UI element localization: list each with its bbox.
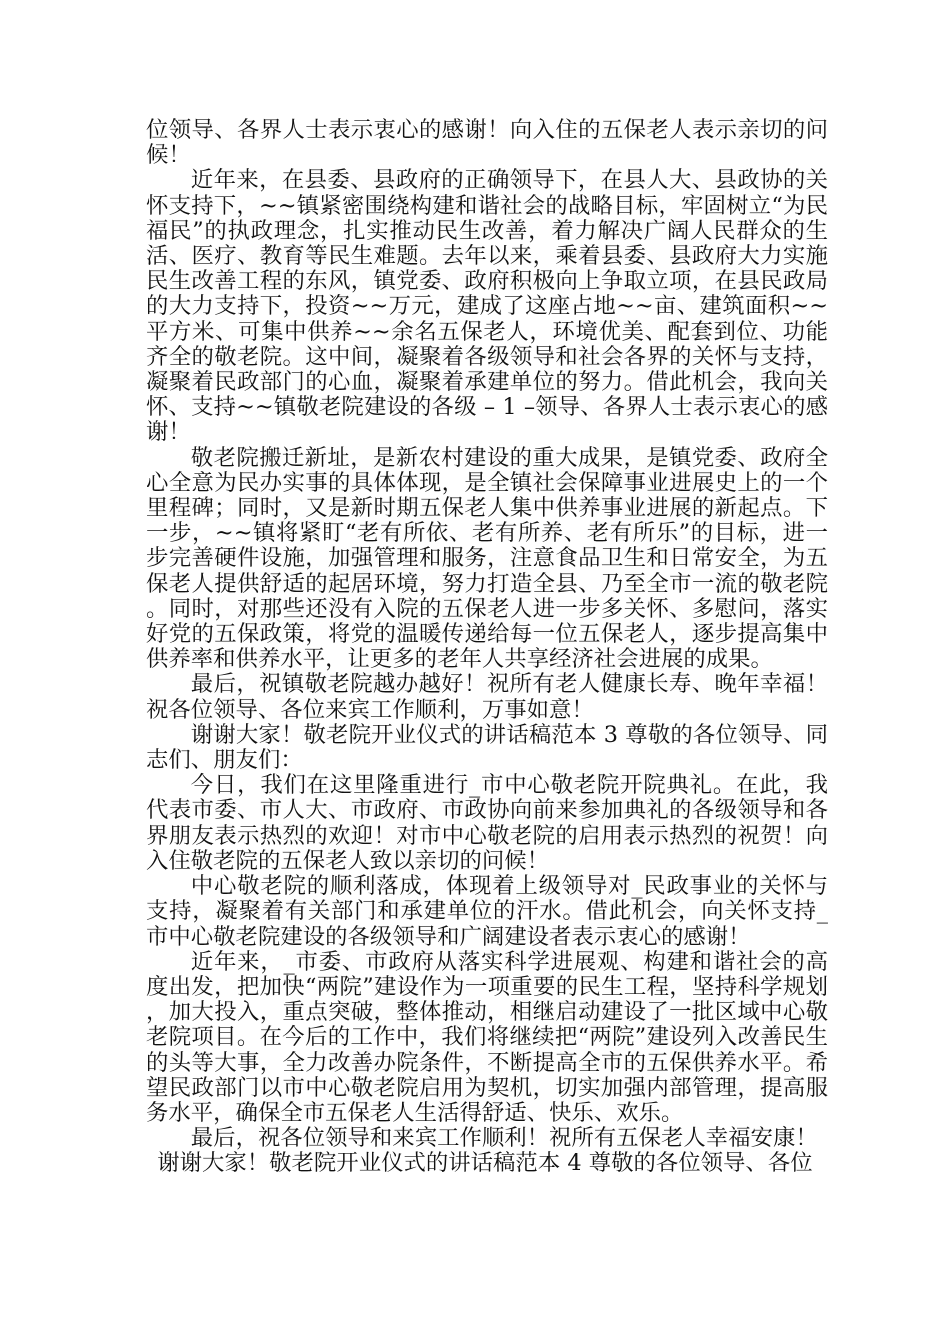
body-text xyxy=(146,118,828,1177)
paragraph-5: 谢谢大家！敬老院开业仪式的讲话稿范本 3 尊敬的各位领导、同志们、朋友们： xyxy=(146,721,828,774)
paragraph-9: 最后，祝各位领导和来宾工作顺利！祝所有五保老人幸福安康！ xyxy=(190,1125,818,1152)
paragraph-3: 敬老院搬迁新址，是新农村建设的重大成果，是镇党委、政府全心全意为民办实事的具体体现，是全镇社会保障事业进展史上的一个里程碑；同时，又是新时期五保老人集中供养事业进展的新起点。下一步，~~镇将紧盯“老有所依、老有所养、老有所乐”的目标，进一步完善硬件设施，加强管理和服务，注意食品卫生和日常安全，为五保老人提供舒适的起居环境，努力打造全县、乃至全市一流的敬老院。同时，对那些还没有入院的五保老人进一步多关怀、多慰问，落实好党的五保政策，将党的温暖传递给每一位五保老人，逐步提高集中供养率和供养水平，让更多的老年人共享经济社会进展的成果。 xyxy=(146,444,828,673)
paragraph-6: 今日，我们在这里隆重进行_市中心敬老院开院典礼。在此，我代表市委、市人大、市政府、市政协向前来参加典礼的各级领导和各界朋友表示热烈的欢迎！对市中心敬老院的启用表示热烈的祝贺！向入住敬老院的五保老人致以亲切的问候！ xyxy=(146,772,828,874)
paragraph-10: 谢谢大家！敬老院开业仪式的讲话稿范本 4 尊敬的各位领导、各位 xyxy=(157,1150,813,1177)
paragraph-2: 近年来，在县委、县政府的正确领导下，在县人大、县政协的关怀支持下，~~镇紧密围绕构建和谐社会的战略目标，牢固树立“为民福民”的执政理念，扎实推动民生改善，着力解决广阔人民群众的生活、医疗、教育等民生难题。去年以来，乘着县委、县政府大力实施民生改善工程的东风，镇党委、政府积极向上争取立项，在县民政局的大力支持下，投资~~万元，建成了这座占地~~亩、建筑面积~~平方米、可集中供养~~余名五保老人，环境优美、配套到位、功能齐全的敬老院。这中间，凝聚着各级领导和社会各界的关怀与支持，凝聚着民政部门的心血，凝聚着承建单位的努力。借此机会，我向关怀、支持~~镇敬老院建设的各级 – 1 –领导、各界人士表示衷心的感谢！ xyxy=(146,167,828,446)
paragraph-1: 位领导、各界人士表示衷心的感谢！向入住的五保老人表示亲切的问候！ xyxy=(146,117,828,169)
paragraph-7: 中心敬老院的顺利落成，体现着上级领导对_民政事业的关怀与支持，凝聚着有关部门和承建单位的汗水。借此机会，向关怀支持_市中心敬老院建设的各级领导和广阔建设者表示衷心的感谢！ xyxy=(146,873,828,950)
paragraph-8: 近年来，_市委、市政府从落实科学进展观、构建和谐社会的高度出发，把加快“两院”建设作为一项重要的民生工程，坚持科学规划，加大投入，重点突破，整体推动，相继启动建设了一批区域中心敬老院项目。在今后的工作中，我们将继续把“两院”建设列入改善民生的头等大事，全力改善办院条件，不断提高全市的五保供养水平。希望民政部门以市中心敬老院启用为契机，切实加强内部管理，提高服务水平，确保全市五保老人生活得舒适、快乐、欢乐。 xyxy=(146,948,828,1126)
paragraph-4: 最后，祝镇敬老院越办越好！祝所有老人健康长寿、晚年幸福！祝各位领导、各位来宾工作顺利，万事如意！ xyxy=(146,671,828,723)
